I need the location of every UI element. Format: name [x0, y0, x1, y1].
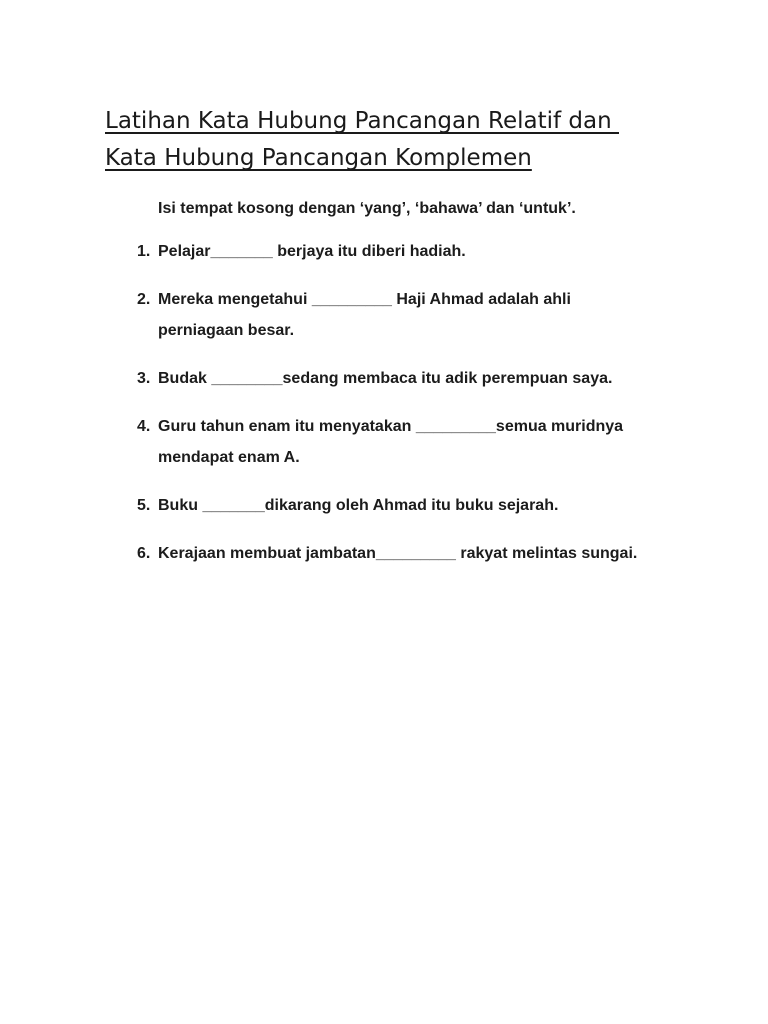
exercise-number: 2. — [137, 291, 151, 309]
exercise-number: 6. — [137, 545, 151, 563]
exercise-sentence: Guru tahun enam itu menyatakan _________semua muridnya mendapat enam A. — [158, 418, 624, 467]
exercise-item-1 — [137, 236, 708, 267]
exercise-item-4 — [137, 411, 708, 473]
exercise-number: 1. — [137, 243, 151, 261]
exercise-sentence: Mereka mengetahui _________ Haji Ahmad adalah ahli perniagaan besar. — [158, 291, 571, 340]
exercise-item-2 — [137, 284, 708, 346]
exercise-sentence: Budak ________sedang membaca itu adik perempuan saya. — [158, 370, 613, 388]
worksheet-title: Latihan Kata Hubung Pancangan Relatif dan Kata Hubung Pancangan Komplemen — [105, 108, 612, 172]
exercise-list — [0, 236, 768, 569]
exercise-item-6 — [137, 538, 708, 569]
exercise-number: 5. — [137, 497, 151, 515]
exercise-sentence: Buku _______dikarang oleh Ahmad itu buku sejarah. — [158, 497, 559, 515]
worksheet-instruction: Isi tempat kosong dengan ‘yang’, ‘bahawa’ dan ‘untuk’. — [158, 200, 576, 218]
exercise-sentence: Kerajaan membuat jambatan_________ rakyat melintas sungai. — [158, 545, 638, 563]
exercise-item-5 — [137, 490, 708, 521]
exercise-sentence: Pelajar_______ berjaya itu diberi hadiah. — [158, 243, 466, 261]
exercise-number: 3. — [137, 370, 151, 388]
exercise-item-3 — [137, 363, 708, 394]
exercise-number: 4. — [137, 418, 151, 436]
